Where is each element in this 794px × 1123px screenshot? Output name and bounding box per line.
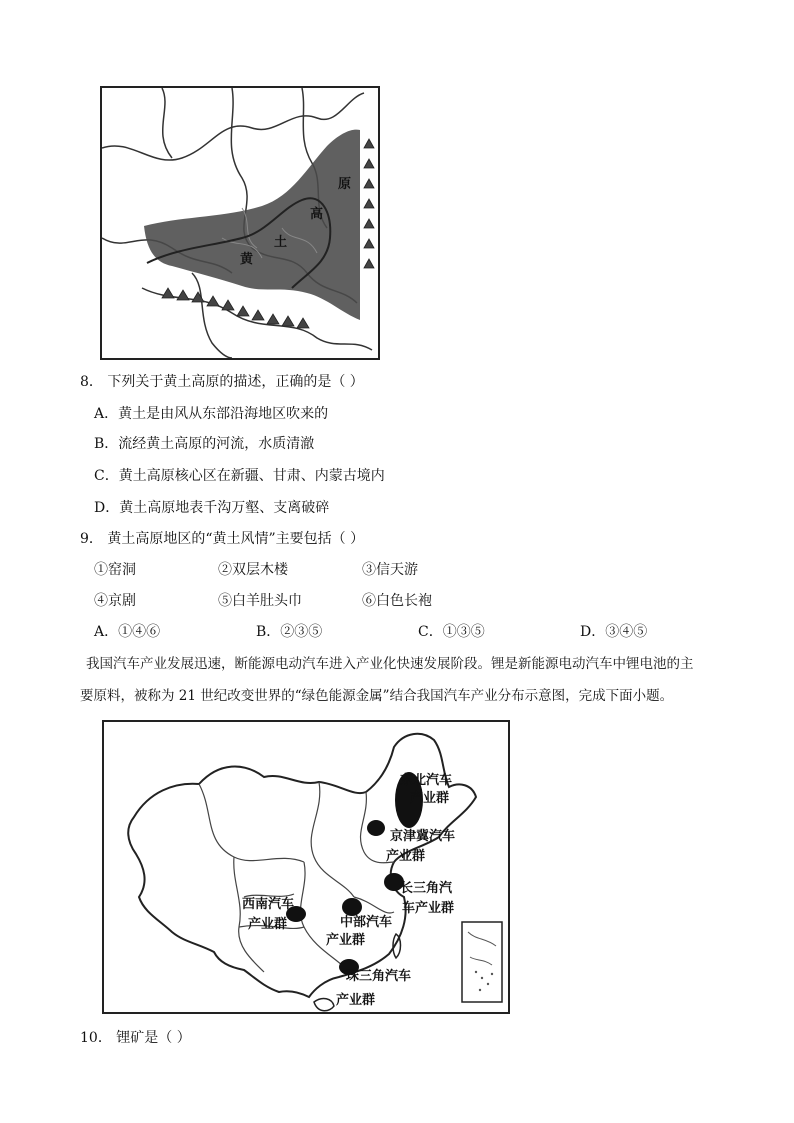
label-southwest-2: 产业群 [248, 917, 288, 932]
label-pearl-1: 珠三角汽车 [346, 969, 412, 984]
province-boundary [162, 88, 172, 158]
q9-option-b: B．②③⑤ [256, 624, 323, 640]
label-northeast-1: 东北汽车 [400, 773, 453, 788]
q8-stem: 8． 下列关于黄土高原的描述，正确的是（ ） [80, 374, 364, 390]
label-southwest-1: 西南汽车 [242, 897, 295, 912]
q9-item-3: ③信天游 [362, 562, 418, 578]
q8-option-c: C．黄土高原核心区在新疆、甘肃、内蒙古境内 [94, 468, 385, 484]
q8-option-d: D．黄土高原地表千沟万壑、支离破碎 [94, 500, 330, 516]
label-yangtze-1: 长三角汽 [400, 881, 453, 896]
hainan-island [314, 999, 334, 1011]
south-china-sea-inset [462, 922, 502, 1002]
q9-option-c: C．①③⑤ [418, 624, 485, 640]
q9-item-1: ①窑洞 [94, 562, 136, 578]
province-boundary [192, 273, 232, 358]
passage-line-2: 要原料，被称为 21 世纪改变世界的“绿色能源金属”结合我国汽车产业分布示意图，完成下面小题。 [80, 688, 674, 704]
q8-option-a: A．黄土是由风从东部沿海地区吹来的 [94, 406, 329, 422]
map1-label-tu: 土 [274, 235, 288, 250]
label-central-1: 中部汽车 [340, 915, 393, 930]
loess-plateau-map [100, 86, 380, 360]
q9-option-a: A．①④⑥ [94, 624, 161, 640]
q9-item-2: ②双层木楼 [218, 562, 288, 578]
china-auto-map-svg [104, 722, 508, 1012]
q9-option-d: D．③④⑤ [580, 624, 648, 640]
label-yangtze-2: 车产业群 [402, 901, 455, 916]
loess-plateau-map-svg [102, 88, 378, 358]
map1-label-huang: 黄 [240, 252, 254, 267]
q10-stem: 10． 锂矿是（ ） [80, 1030, 191, 1046]
q9-item-4: ④京剧 [94, 593, 136, 609]
label-central-2: 产业群 [326, 933, 366, 948]
q9-item-6: ⑥白色长袍 [362, 593, 432, 609]
loess-plateau-shaded-region [144, 130, 360, 320]
passage-line-1: 我国汽车产业发展迅速，断能源电动汽车进入产业化快速发展阶段。锂是新能源电动汽车中锂电池的主 [86, 656, 694, 672]
label-jingjin-2: 产业群 [386, 849, 426, 864]
q8-option-b: B．流经黄土高原的河流，水质清澈 [94, 436, 315, 452]
label-jingjin-1: 京津冀汽车 [390, 829, 456, 844]
china-auto-industry-map [102, 720, 510, 1014]
central-cluster-marker [342, 898, 362, 916]
label-northeast-2: 产业群 [410, 791, 450, 806]
q9-item-5: ⑤白羊肚头巾 [218, 593, 302, 609]
map1-label-gao: 高 [310, 207, 324, 222]
map1-label-yuan: 原 [338, 177, 352, 192]
label-pearl-2: 产业群 [336, 993, 376, 1008]
q9-stem: 9． 黄土高原地区的“黄土风情”主要包括（ ） [80, 531, 365, 547]
jingjin-cluster-marker [367, 820, 385, 836]
